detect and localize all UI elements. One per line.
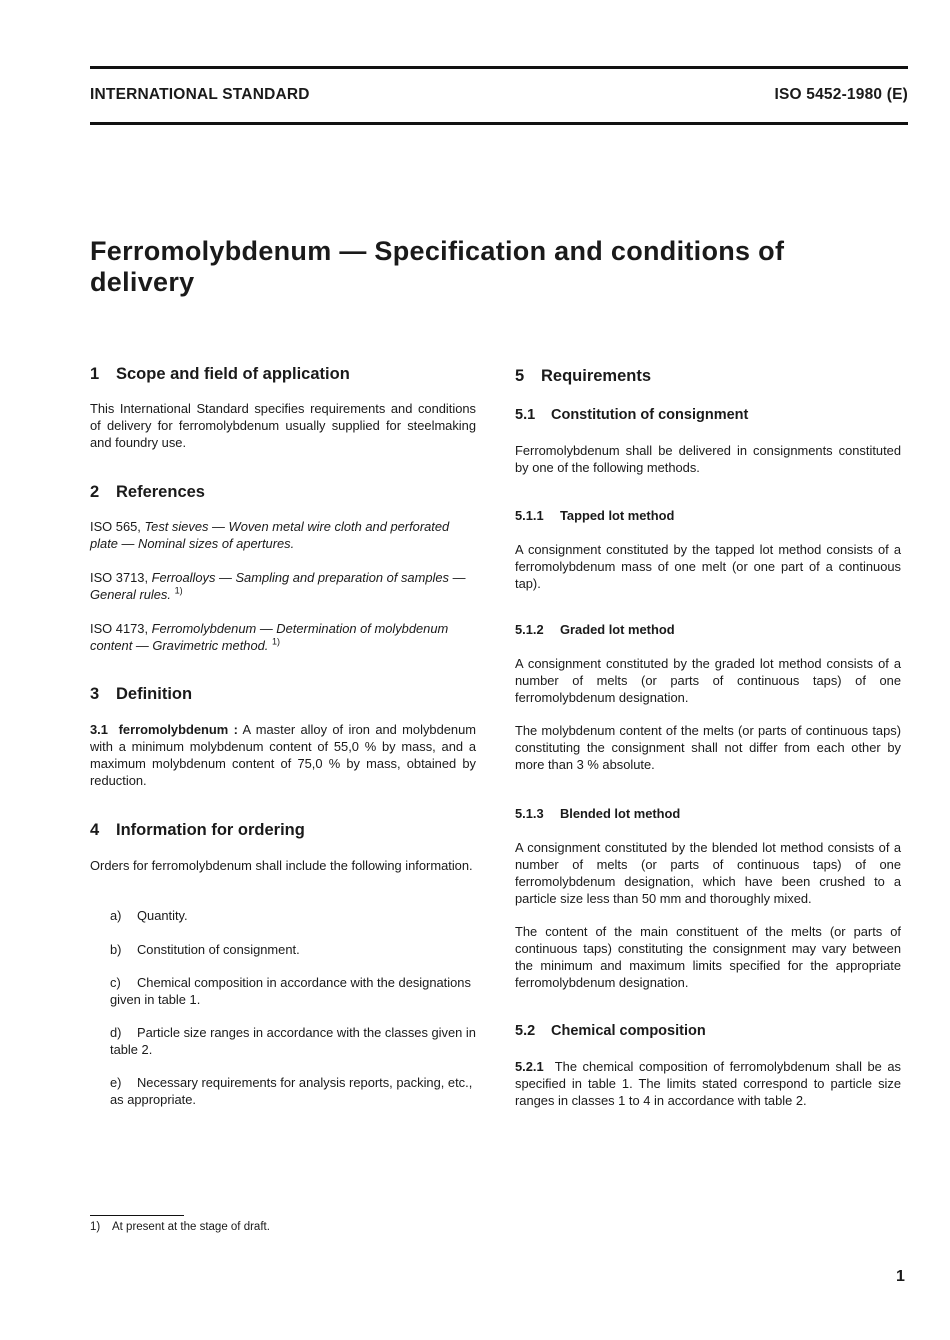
clause-title: Graded lot method — [560, 622, 675, 637]
section-4-heading — [90, 821, 305, 840]
section-title: References — [116, 483, 205, 501]
clause-text: The chemical composition of ferromolybdenum shall be as specified in table 1. The limits stated correspond to particle size ranges in classes 1 to 4 in accordance with table 2. — [515, 1059, 902, 1108]
list-item-text: Necessary requirements for analysis reports, packing, etc., as appropriate. — [110, 1075, 473, 1107]
reference-item — [90, 569, 476, 603]
page-number: 1 — [896, 1268, 905, 1285]
section-2-heading — [90, 483, 205, 502]
reference-title: Test sieves — Woven metal wire cloth and perforated plate — Nominal sizes of apertures. — [90, 519, 450, 551]
list-item — [110, 1074, 476, 1108]
list-item-text: Quantity. — [137, 908, 188, 923]
subsection-5-2-heading — [515, 1023, 706, 1039]
reference-item — [90, 518, 476, 552]
list-item-text: Chemical composition in accordance with the designations given in table 1. — [110, 975, 471, 1007]
section-number: 3 — [90, 685, 100, 703]
footnote-text: At present at the stage of draft. — [112, 1221, 270, 1233]
section-3-heading — [90, 685, 192, 704]
list-item — [110, 941, 476, 958]
reference-item — [90, 620, 476, 654]
section-title: Scope and field of application — [116, 365, 350, 383]
subsection-number: 5.1 — [515, 407, 536, 423]
footnote — [90, 1221, 270, 1233]
clause-5-1-3-text-2: The content of the main constituent of the melts (or parts of continuous taps) constituting the consignment may vary between the minimum and maximum limits specified for the appropriate ferromolybdenum designation. — [515, 924, 901, 990]
section-number: 4 — [90, 821, 100, 839]
section-number: 2 — [90, 483, 100, 501]
section-4-intro: Orders for ferromolybdenum shall include the following information. — [90, 858, 473, 873]
list-item-label: e) — [110, 1075, 122, 1090]
footnote-label: 1) — [90, 1221, 101, 1233]
footnote-ref: 1) — [271, 636, 280, 647]
section-title: Information for ordering — [116, 821, 305, 839]
clause-5-1-1-heading — [515, 508, 674, 523]
list-item — [110, 974, 476, 1008]
clause-5-1-3-text-1: A consignment constituted by the blended lot method consists of a number of melts (or parts of continuous taps) of one ferromolybdenum designation, which have been crushed to a particle size less than 50 mm and thoroughly mixed. — [515, 840, 901, 906]
reference-title: Ferromolybdenum — Determination of molybdenum content — Gravimetric method. — [90, 621, 449, 653]
header-top-rule — [90, 66, 908, 69]
section-1-text: This International Standard specifies requirements and conditions of delivery for ferromolybdenum usually supplied for steelmaking and foundry use. — [90, 401, 476, 450]
clause-5-1-2-heading — [515, 622, 675, 637]
clause-number: 5.1.2 — [515, 622, 544, 637]
clause-number: 5.1.3 — [515, 806, 544, 821]
clause-5-1-1-text: A consignment constituted by the tapped lot method consists of a ferromolybdenum mass of one melt (or one part of a continuous tap). — [515, 542, 901, 591]
definition-number: 3.1 — [90, 722, 108, 737]
section-number: 1 — [90, 365, 100, 383]
clause-5-1-3-heading — [515, 806, 680, 821]
reference-code: ISO 3713, — [90, 570, 152, 585]
subsection-title: Chemical composition — [551, 1023, 706, 1039]
list-item-text: Constitution of consignment. — [137, 942, 300, 957]
list-item-label: c) — [110, 975, 121, 990]
clause-title: Blended lot method — [560, 806, 681, 821]
clause-5-1-2-text-1: A consignment constituted by the graded lot method consists of a number of melts (or parts of continuous taps) of one ferromolybdenum designation. — [515, 656, 901, 705]
subsection-5-1-text: Ferromolybdenum shall be delivered in consignments constituted by one of the following methods. — [515, 443, 901, 475]
list-item-label: d) — [110, 1025, 122, 1040]
document-title: Ferromolybdenum — Specification and conditions of delivery — [90, 236, 785, 297]
clause-number: 5.2.1 — [515, 1059, 544, 1074]
section-number: 5 — [515, 367, 525, 385]
subsection-title: Constitution of consignment — [551, 407, 749, 423]
definition-text: A master alloy of iron and molybdenum with a minimum molybdenum content of 55,0 % by mass, and a maximum molybdenum content of 75,0 % by mass, obtained by reduction. — [90, 722, 476, 788]
clause-title: Tapped lot method — [560, 508, 675, 523]
reference-code: ISO 4173, — [90, 621, 152, 636]
list-item-label: b) — [110, 942, 122, 957]
header-right: ISO 5452-1980 (E) — [774, 86, 908, 103]
list-item — [110, 907, 476, 924]
section-5-heading — [515, 367, 651, 386]
reference-code: ISO 565, — [90, 519, 145, 534]
list-item-label: a) — [110, 908, 122, 923]
definition-term: ferromolybdenum : — [118, 722, 238, 737]
section-title: Definition — [116, 685, 193, 703]
section-title: Requirements — [541, 367, 652, 385]
list-item-text: Particle size ranges in accordance with the classes given in table 2. — [110, 1025, 476, 1057]
section-1-heading — [90, 365, 350, 384]
clause-5-1-2-text-2: The molybdenum content of the melts (or parts of continuous taps) constituting the consignment shall not differ from each other by more than 3 % absolute. — [515, 723, 901, 772]
definition-3-1 — [90, 721, 476, 789]
subsection-5-1-heading — [515, 407, 748, 423]
clause-5-2-1-text — [515, 1058, 901, 1109]
footnote-ref: 1) — [174, 585, 183, 596]
clause-number: 5.1.1 — [515, 508, 544, 523]
list-item — [110, 1024, 476, 1058]
reference-title: Ferroalloys — Sampling and preparation of samples — General rules. — [90, 570, 466, 602]
footnote-rule — [90, 1215, 184, 1216]
subsection-number: 5.2 — [515, 1023, 536, 1039]
header-left: INTERNATIONAL STANDARD — [90, 86, 310, 103]
header-bottom-rule — [90, 122, 908, 125]
